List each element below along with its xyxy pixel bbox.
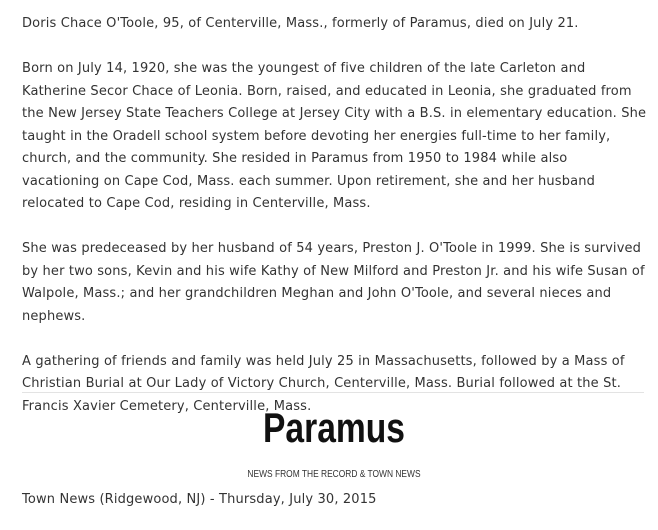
article-paragraph-3: She was predeceased by her husband of 54 years, Preston J. O'Toole in 1999. She is survived by her two sons, Kevin and his wife Kathy of New Milford and Preston Jr. and his wife Susan of Walpole, Mass.; and her grandchildren Meghan and John O'Toole, and several nieces and nephews. bbox=[22, 241, 645, 324]
article-paragraph-1: Doris Chace O'Toole, 95, of Centerville, Mass., formerly of Paramus, died on July 21. bbox=[22, 16, 579, 31]
obituary-article bbox=[22, 13, 647, 441]
article-paragraph-2: Born on July 14, 1920, she was the youngest of five children of the late Carleton and Katherine Secor Chace of Leonia. Born, raised, and educated in Leonia, she graduated from the New Jersey State Teachers College at Jersey City with a B.S. in elementary education. She taught in the Oradell school system before devoting her energies full-time to her family, church, and the community. She resided in Paramus from 1950 to 1984 while also vacationing on Cape Cod, Mass. each summer. Upon retirement, she and her husband relocated to Cape Cod, residing in Centerville, Mass. bbox=[22, 61, 647, 211]
publication-title: Paramus bbox=[263, 404, 405, 451]
source-line: Town News (Ridgewood, NJ) - Thursday, July 30, 2015 bbox=[22, 492, 377, 507]
section-divider bbox=[22, 392, 644, 393]
article-paragraph-4: A gathering of friends and family was held July 25 in Massachusetts, followed by a Mass of Christian Burial at Our Lady of Victory Church, Centerville, Mass. Burial followed at the St. Francis Xavier Cemetery, Centerville, Mass. bbox=[22, 353, 625, 414]
publication-subtitle: NEWS FROM THE RECORD & TOWN NEWS bbox=[247, 469, 421, 480]
